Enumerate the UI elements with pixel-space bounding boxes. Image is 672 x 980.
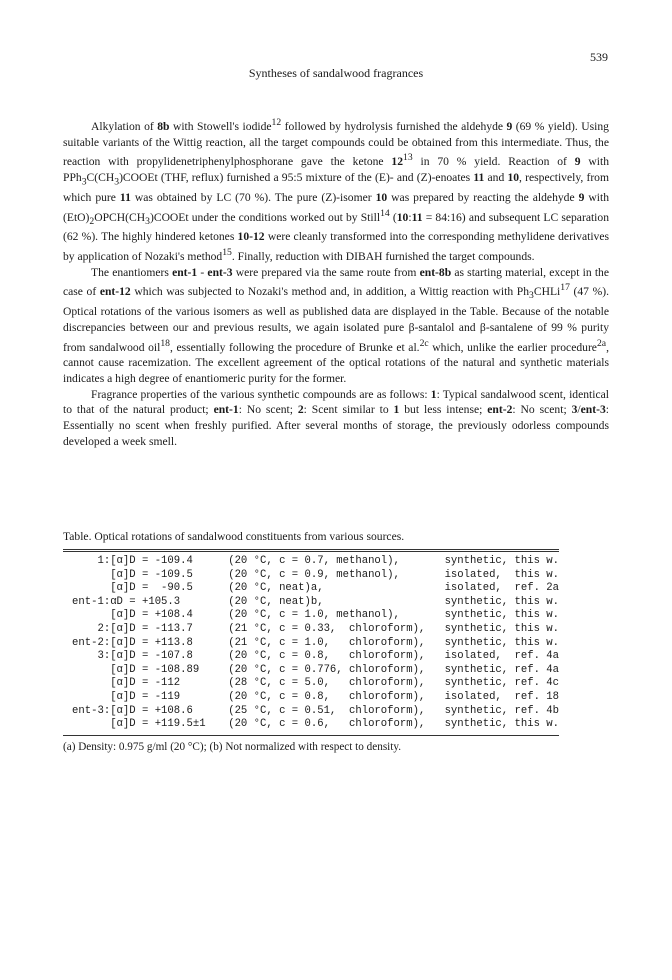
rotation-value: [α]D = +108.4: [110, 609, 193, 622]
source-reference: synthetic, this w.: [444, 718, 559, 731]
rotation-value: [α]D = -119: [110, 690, 181, 703]
rotation-value: [α]D = -107.8: [110, 650, 193, 663]
rotation-value: [α]D = -113.7: [110, 622, 193, 635]
measurement-conditions: (28 °C, c = 5.0, chloroform),: [228, 677, 426, 690]
compound-label: ent-3:: [72, 704, 111, 717]
table-row: [63, 637, 559, 651]
compound-label: [63, 569, 110, 583]
compound-label: [63, 609, 110, 623]
source-reference: synthetic, this w.: [444, 555, 559, 567]
table-row: [63, 664, 559, 678]
rotation-value: [α]D = +119.5±1: [110, 718, 206, 731]
measurement-conditions: (21 °C, c = 0.33, chloroform),: [228, 622, 426, 635]
source-reference: synthetic, this w.: [444, 595, 559, 608]
table-row: [63, 609, 559, 623]
table-row: [63, 718, 559, 732]
source-reference: synthetic, this w.: [444, 622, 559, 635]
compound-label: ent-1:: [72, 595, 111, 608]
compound-label: [63, 718, 110, 732]
compound-label: 1:: [97, 555, 111, 567]
rotation-value: [α]D = -109.4: [110, 555, 193, 567]
table-caption: Table. Optical rotations of sandalwood constituents from various sources.: [63, 530, 405, 543]
table-row: [63, 677, 559, 691]
compound-label: [63, 677, 110, 691]
table-bottom-rule: [63, 735, 559, 736]
optical-rotation-table: [63, 530, 559, 753]
measurement-conditions: (20 °C, c = 0.7, methanol),: [228, 555, 400, 567]
measurement-conditions: (20 °C, c = 0.8, chloroform),: [228, 690, 426, 703]
source-reference: synthetic, this w.: [444, 609, 559, 622]
compound-label: [63, 582, 110, 596]
rotation-value: [α]D = -90.5: [110, 582, 193, 595]
rotation-value: [α]D = -108.89: [110, 663, 200, 676]
compound-label: ent-2:: [72, 636, 111, 649]
source-reference: synthetic, ref. 4a: [444, 663, 559, 676]
table-top-rule: [63, 549, 559, 552]
source-reference: synthetic, ref. 4b: [444, 704, 559, 717]
table-row: [63, 569, 559, 583]
rotation-table: [63, 555, 559, 732]
source-reference: isolated, ref. 4a: [444, 650, 559, 663]
running-head: Syntheses of sandalwood fragrances: [248, 66, 424, 80]
compound-label: 2:: [97, 622, 111, 635]
table-row: [63, 555, 559, 569]
measurement-conditions: (20 °C, neat)a,: [228, 582, 324, 595]
measurement-conditions: (20 °C, c = 0.6, chloroform),: [228, 718, 426, 731]
measurement-conditions: (21 °C, c = 1.0, chloroform),: [228, 636, 426, 649]
rotation-value: [α]D = -109.5: [110, 568, 193, 581]
measurement-conditions: (20 °C, neat)b,: [228, 595, 324, 608]
table-row: [63, 582, 559, 596]
paragraph: The enantiomers ent-1 - ent-3 were prepared via the same route from ent-8b as starting material, except in the case of ent-12 which was subjected to Nozaki's method and, in addition, a Wittig reaction with $Ph_3CHLi^{17}$ (47 %). Optical rotations of the various isomers as well as published data are displayed in the Table. Because of the notable discrepancies between our and previous results, we again isolated pure β-santalol and β-santalene of 99 % purity from sandalwood oil$^{18}$, essentially following the procedure of Brunke et al.$^{2c}$ which, unlike the earlier procedure$^{2a}$, cannot cause racemization. The excellent agreement of the optical rotations of the natural and synthetic materials indicates a high degree of enantiomeric purity for the former.: [63, 265, 609, 385]
rotation-value: αD = +105.3: [110, 595, 181, 608]
body-text: [63, 115, 609, 449]
source-reference: synthetic, ref. 4c: [444, 677, 559, 690]
measurement-conditions: (20 °C, c = 1.0, methanol),: [228, 609, 400, 622]
source-reference: synthetic, this w.: [444, 636, 559, 649]
source-reference: isolated, ref. 2a: [444, 582, 559, 595]
paragraph: Fragrance properties of the various synthetic compounds are as follows: 1: Typical sandalwood scent, identical to that of the natural product; ent-1: No scent; 2: Scent similar to 1 but less intense; ent-2: No scent; 3/ent-3: Essentially no scent when freshly purified. After several months of storage, the previously odorless compounds developed a week smell.: [63, 387, 609, 448]
page-number: 539: [590, 50, 608, 64]
measurement-conditions: (20 °C, c = 0.776, chloroform),: [228, 663, 426, 676]
paragraph: Alkylation of 8b with Stowell's iodide$^{12}$ followed by hydrolysis furnished the aldehyde 9 (69 % yield). Using suitable variants of the Wittig reaction, all the target compounds could be obtained from this intermediate. Thus, the reaction with propylidenetriphenylphosphorane gave the ketone $12^{13}$ in 70 % yield. Reaction of 9 with $PPh_3C(CH_3)COOEt$ (THF, reflux) furnished a 95:5 mixture of the (E)- and (Z)-enoates 11 and 10, respectively, from which pure 11 was obtained by LC (70 %). The pure (Z)-isomer 10 was prepared by reacting the aldehyde 9 with $(EtO)_2OPCH(CH_3)COOEt$ under the conditions worked out by Still$^{14}$ (10:11 = 84:16) and subsequent LC separation (62 %). The highly hindered ketones 10-12 were cleanly transformed into the corresponding methylidene derivatives by application of Nozaki's method$^{15}$. Finally, reduction with DIBAH furnished the target compounds.: [63, 117, 610, 263]
table-row: [63, 623, 559, 637]
table-row: [63, 596, 559, 610]
compound-label: [63, 691, 110, 705]
source-reference: isolated, ref. 18: [444, 690, 559, 703]
rotation-value: [α]D = +113.8: [110, 636, 193, 649]
compound-label: [63, 664, 110, 678]
table-footnote: (a) Density: 0.975 g/ml (20 °C); (b) Not normalized with respect to density.: [63, 740, 402, 753]
table-row: [63, 691, 559, 705]
rotation-value: [α]D = +108.6: [110, 704, 193, 717]
measurement-conditions: (20 °C, c = 0.8, chloroform),: [228, 650, 426, 663]
table-row: [63, 705, 559, 719]
rotation-value: [α]D = -112: [110, 677, 181, 690]
source-reference: isolated, this w.: [444, 568, 559, 581]
table-row: [63, 650, 559, 664]
compound-label: 3:: [97, 650, 111, 663]
measurement-conditions: (20 °C, c = 0.9, methanol),: [228, 568, 400, 581]
measurement-conditions: (25 °C, c = 0.51, chloroform),: [228, 704, 426, 717]
